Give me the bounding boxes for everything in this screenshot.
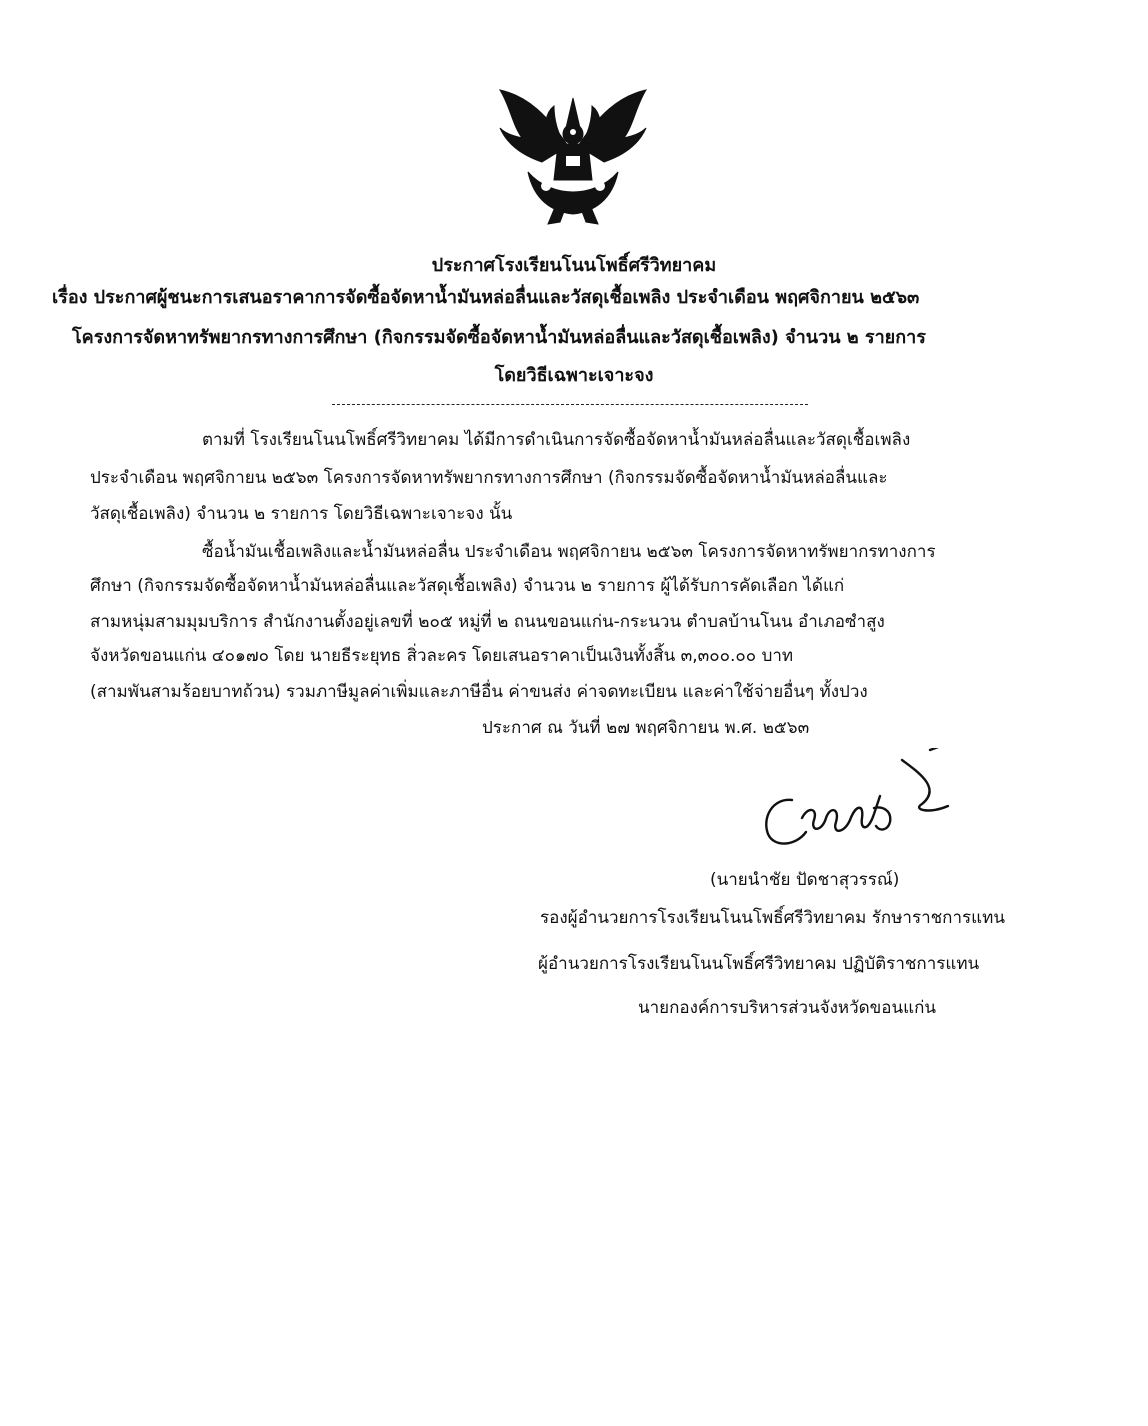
paragraph-2-line-4: จังหวัดขอนแก่น ๔๐๑๗๐ โดย นายธีระยุทธ สิ่วละคร โดยเสนอราคาเป็นเงินทั้งสิ้น ๓,๓๐๐.๐๐ บาท [90,646,794,666]
paragraph-2-line-5: (สามพันสามร้อยบาทถ้วน) รวมภาษีมูลค่าเพิ่มและภาษีอื่น ค่าขนส่ง ค่าจดทะเบียน และค่าใช้จ่ายอื่นๆ ทั้งปวง [90,682,868,702]
signatory-position-1: รองผู้อำนวยการโรงเรียนโนนโพธิ์ศรีวิทยาคม รักษาราชการแทน [540,908,1005,928]
garuda-emblem [488,76,658,236]
paragraph-2-line-3: สามหนุ่มสามมุมบริการ สำนักงานตั้งอยู่เลขที่ ๒๐๕ หมู่ที่ ๒ ถนนขอนแก่น-กระนวน ตำบลบ้านโนน อำเภอซำสูง [90,612,885,632]
announcement-date: ประกาศ ณ วันที่ ๒๗ พฤศจิกายน พ.ศ. ๒๕๖๓ [482,718,810,738]
procurement-method: โดยวิธีเฉพาะเจาะจง [494,365,654,386]
signatory-name: (นายนำชัย ปัดชาสุวรรณ์) [710,870,900,890]
announcement-title: ประกาศโรงเรียนโนนโพธิ์ศรีวิทยาคม [431,255,717,276]
paragraph-1-line-2: ประจำเดือน พฤศจิกายน ๒๕๖๓ โครงการจัดหาทรัพยากรทางการศึกษา (กิจกรรมจัดซื้อจัดหาน้ำมันหล่อลื่นและ [90,468,888,488]
handwritten-signature [752,748,962,858]
signatory-position-2: ผู้อำนวยการโรงเรียนโนนโพธิ์ศรีวิทยาคม ปฏิบัติราชการแทน [538,954,980,974]
paragraph-2-line-2: ศึกษา (กิจกรรมจัดซื้อจัดหาน้ำมันหล่อลื่นและวัสดุเชื้อเพลิง) จำนวน ๒ รายการ ผู้ได้รับการคัดเลือก ได้แก่ [90,576,845,596]
paragraph-2-line-1: ซื้อน้ำมันเชื้อเพลิงและน้ำมันหล่อลื่น ประจำเดือน พฤศจิกายน ๒๕๖๓ โครงการจัดหาทรัพยากรทางการ [202,542,936,562]
signatory-position-3: นายกองค์การบริหารส่วนจังหวัดขอนแก่น [638,998,936,1018]
paragraph-1-line-1: ตามที่ โรงเรียนโนนโพธิ์ศรีวิทยาคม ได้มีการดำเนินการจัดซื้อจัดหาน้ำมันหล่อลื่นและวัสดุเชื้อเพลิง [202,430,911,450]
subject-line-2: โครงการจัดหาทรัพยากรทางการศึกษา (กิจกรรมจัดซื้อจัดหาน้ำมันหล่อลื่นและวัสดุเชื้อเพลิง) จำนวน ๒ รายการ [72,327,926,348]
heading-divider [332,404,808,405]
paragraph-1-line-3: วัสดุเชื้อเพลิง) จำนวน ๒ รายการ โดยวิธีเฉพาะเจาะจง นั้น [90,504,513,524]
subject-line-1: เรื่อง ประกาศผู้ชนะการเสนอราคาการจัดซื้อจัดหาน้ำมันหล่อลื่นและวัสดุเชื้อเพลิง ประจำเดือน พฤศจิกายน ๒๕๖๓ [52,287,920,308]
